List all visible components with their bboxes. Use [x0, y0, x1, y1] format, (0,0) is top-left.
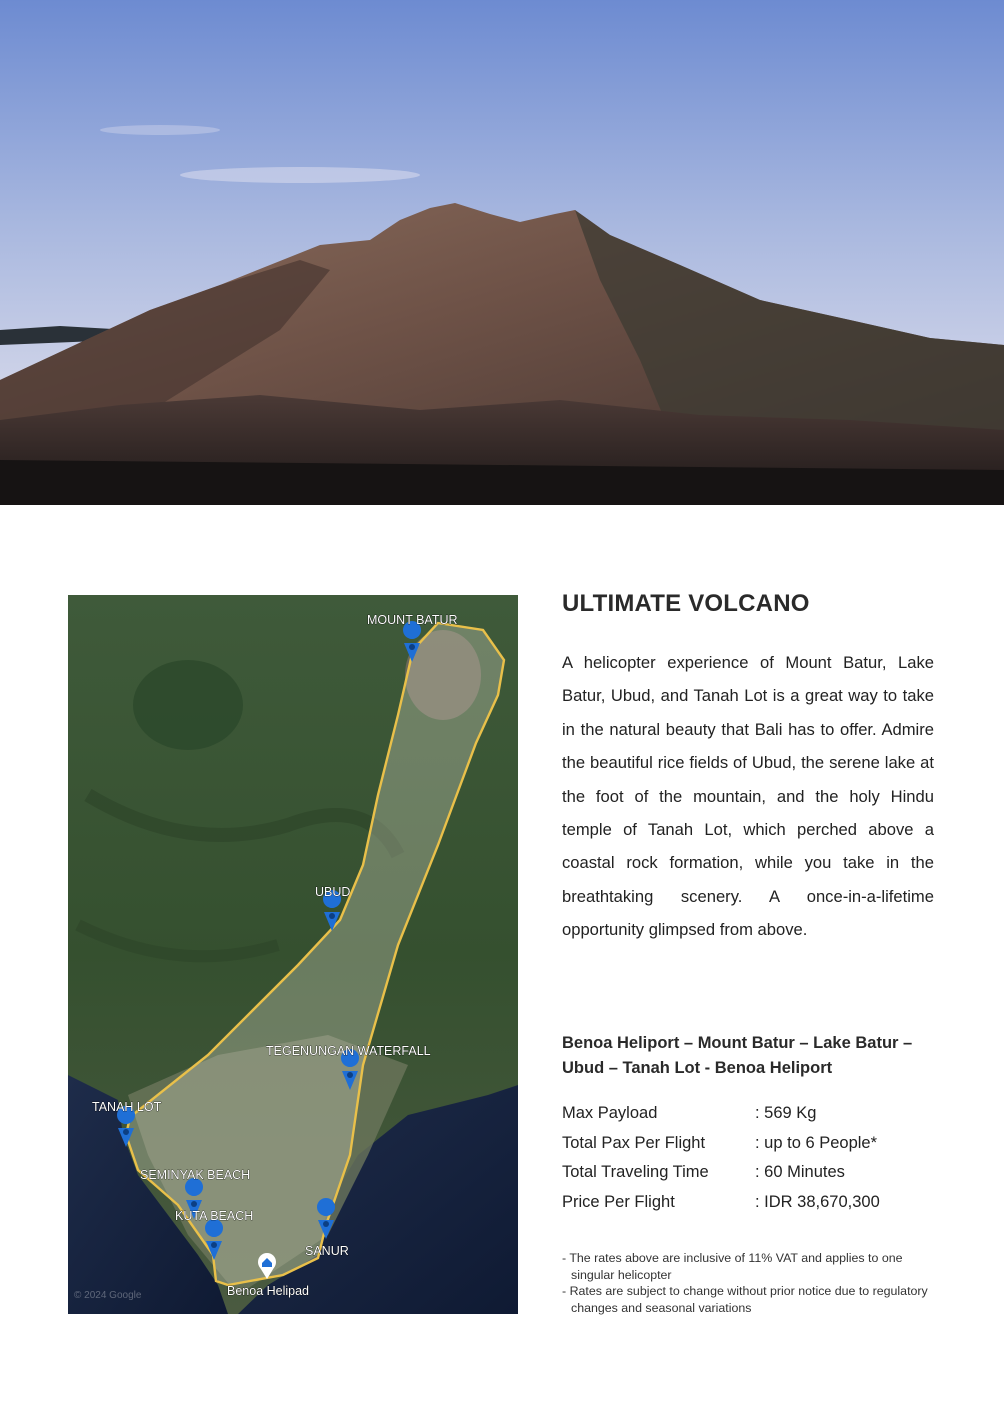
label-sanur: SANUR	[305, 1244, 349, 1258]
label-seminyak: SEMINYAK BEACH	[140, 1168, 251, 1182]
tour-title: ULTIMATE VOLCANO	[562, 590, 810, 617]
tour-description: A helicopter experience of Mount Batur, Lake Batur, Ubud, and Tanah Lot is a great way to take in the natural beauty that Bali has to offer. Admire the beautiful rice fields of Ubud, the serene lake at the foot of the mountain, and the holy Hindu temple of Tanah Lot, which perched above a coastal rock formation, while you take in the breathtaking scenery. A once-in-a-lifetime opportunity glimpsed from above.	[562, 653, 934, 940]
spec-label: Total Traveling Time	[562, 1163, 709, 1182]
hero-photo	[0, 0, 1004, 505]
label-benoa-helipad: Benoa Helipad	[227, 1284, 310, 1298]
spec-label: Price Per Flight	[562, 1192, 675, 1211]
label-kuta: KUTA BEACH	[175, 1209, 254, 1223]
tour-route: Benoa Heliport – Mount Batur – Lake Batur – Ubud – Tanah Lot - Benoa Heliport	[562, 1034, 913, 1077]
label-tanah-lot: TANAH LOT	[92, 1100, 162, 1114]
label-mount-batur: MOUNT BATUR	[367, 613, 458, 627]
spec-value: : IDR 38,670,300	[755, 1192, 880, 1211]
spec-label: Max Payload	[562, 1104, 658, 1123]
footnote: - Rates are subject to change without prior notice due to regulatory changes and seasonal variations	[562, 1284, 928, 1315]
spec-value: : 60 Minutes	[755, 1163, 845, 1182]
caldera	[133, 660, 243, 750]
spec-value: : 569 Kg	[755, 1104, 817, 1123]
route-map	[68, 595, 518, 1314]
spec-row	[562, 1188, 934, 1218]
spec-row	[562, 1099, 934, 1129]
spec-value: : up to 6 People*	[755, 1133, 878, 1152]
footnote: - The rates above are inclusive of 11% VAT and applies to one singular helicopter	[562, 1251, 903, 1282]
spec-row	[562, 1129, 934, 1159]
spec-row	[562, 1158, 934, 1188]
spec-label: Total Pax Per Flight	[562, 1133, 706, 1152]
label-ubud: UBUD	[315, 885, 351, 899]
label-tegenungan: TEGENUNGAN WATERFALL	[266, 1044, 431, 1058]
spec-table	[562, 1099, 934, 1217]
map-watermark: © 2024 Google	[74, 1290, 142, 1301]
footnotes	[562, 1250, 942, 1316]
volcano-illustration	[0, 0, 1004, 505]
